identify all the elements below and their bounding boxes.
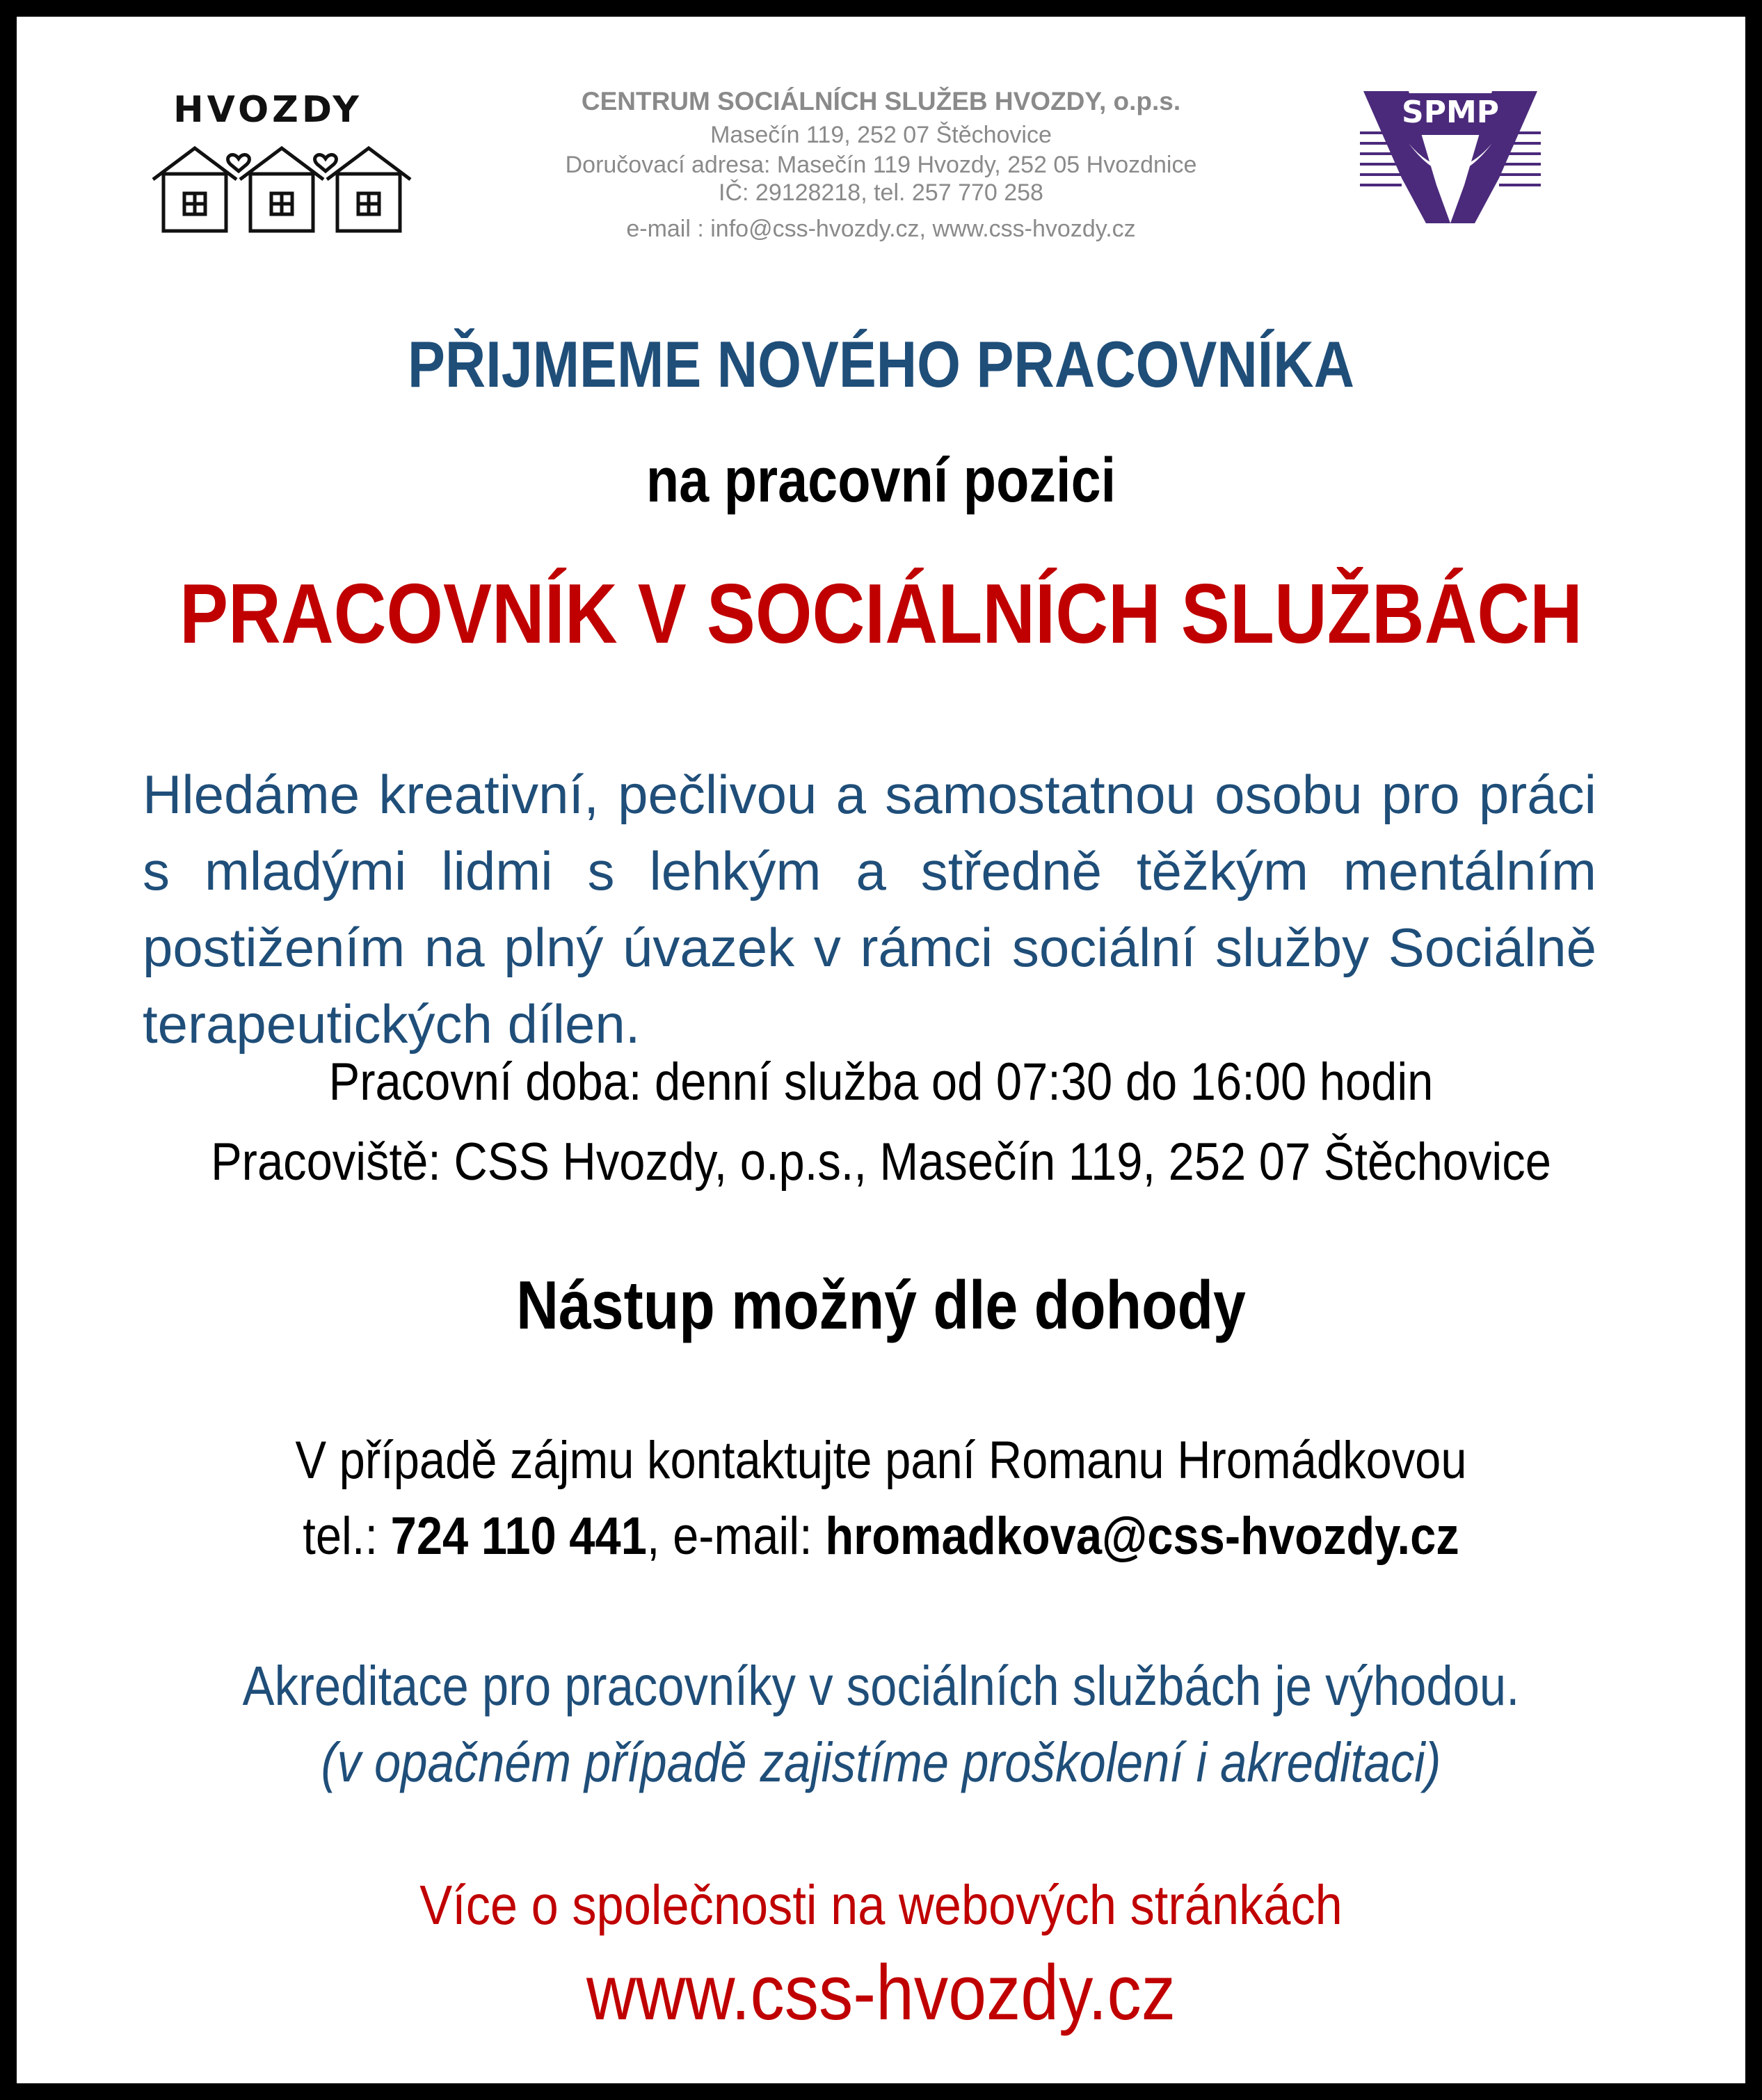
contact-line [106,1506,1656,1566]
org-address: Masečín 119, 252 07 Štěchovice [710,122,1052,148]
tel-label: tel.: [303,1507,391,1566]
email-address[interactable]: hromadkova@css-hvozdy.cz [825,1507,1459,1566]
headline: PŘIJMEME NOVÉHO PRACOVNÍKA [407,328,1354,401]
org-contacts: e-mail : info@css-hvozdy.cz, www.css-hvozdy.cz [626,216,1136,242]
job-description: Hledáme kreativní, pečlivou a samostatnou osobu pro práci s mladými lidmi s lehkým a středně těžkým mentálním postižením na plný úvazek v rámci sociální služby Sociálně terapeutických dílen. [143,764,1596,1055]
hvozdy-logo-text: HVOZDY [173,89,362,131]
subheadline: na pracovní pozici [646,446,1116,515]
start-date: Nástup možný dle dohody [516,1267,1246,1343]
spmp-logo [1360,88,1541,227]
website-link[interactable]: www.css-hvozdy.cz [586,1949,1176,2036]
accreditation: Akreditace pro pracovníky v sociálních službách je výhodou. [242,1655,1520,1717]
spmp-logo-text: SPMP [1402,95,1499,130]
org-name: CENTRUM SOCIÁLNÍCH SLUŽEB HVOZDY, o.p.s. [581,87,1181,115]
position-title: PRACOVNÍK V SOCIÁLNÍCH SLUŽBÁCH [179,566,1583,661]
working-hours: Pracovní doba: denní služba od 07:30 do 16:00 hodin [328,1052,1434,1112]
accreditation-note: (v opačném případě zajistíme proškolení i akreditaci) [321,1731,1441,1793]
org-ids: IČ: 29128218, tel. 257 770 258 [719,179,1043,206]
more-info: Více o společnosti na webových stránkách [419,1874,1343,1936]
email-label: , e-mail: [646,1507,826,1566]
org-delivery-address: Doručovací adresa: Masečín 119 Hvozdy, 252 05 Hvozdnice [565,152,1197,178]
phone-number[interactable]: 724 110 441 [390,1507,647,1566]
contact-intro: V případě zájmu kontaktujte paní Romanu Hromádkovou [295,1431,1467,1490]
workplace: Pracoviště: CSS Hvozdy, o.p.s., Masečín 119, 252 07 Štěchovice [211,1132,1551,1192]
